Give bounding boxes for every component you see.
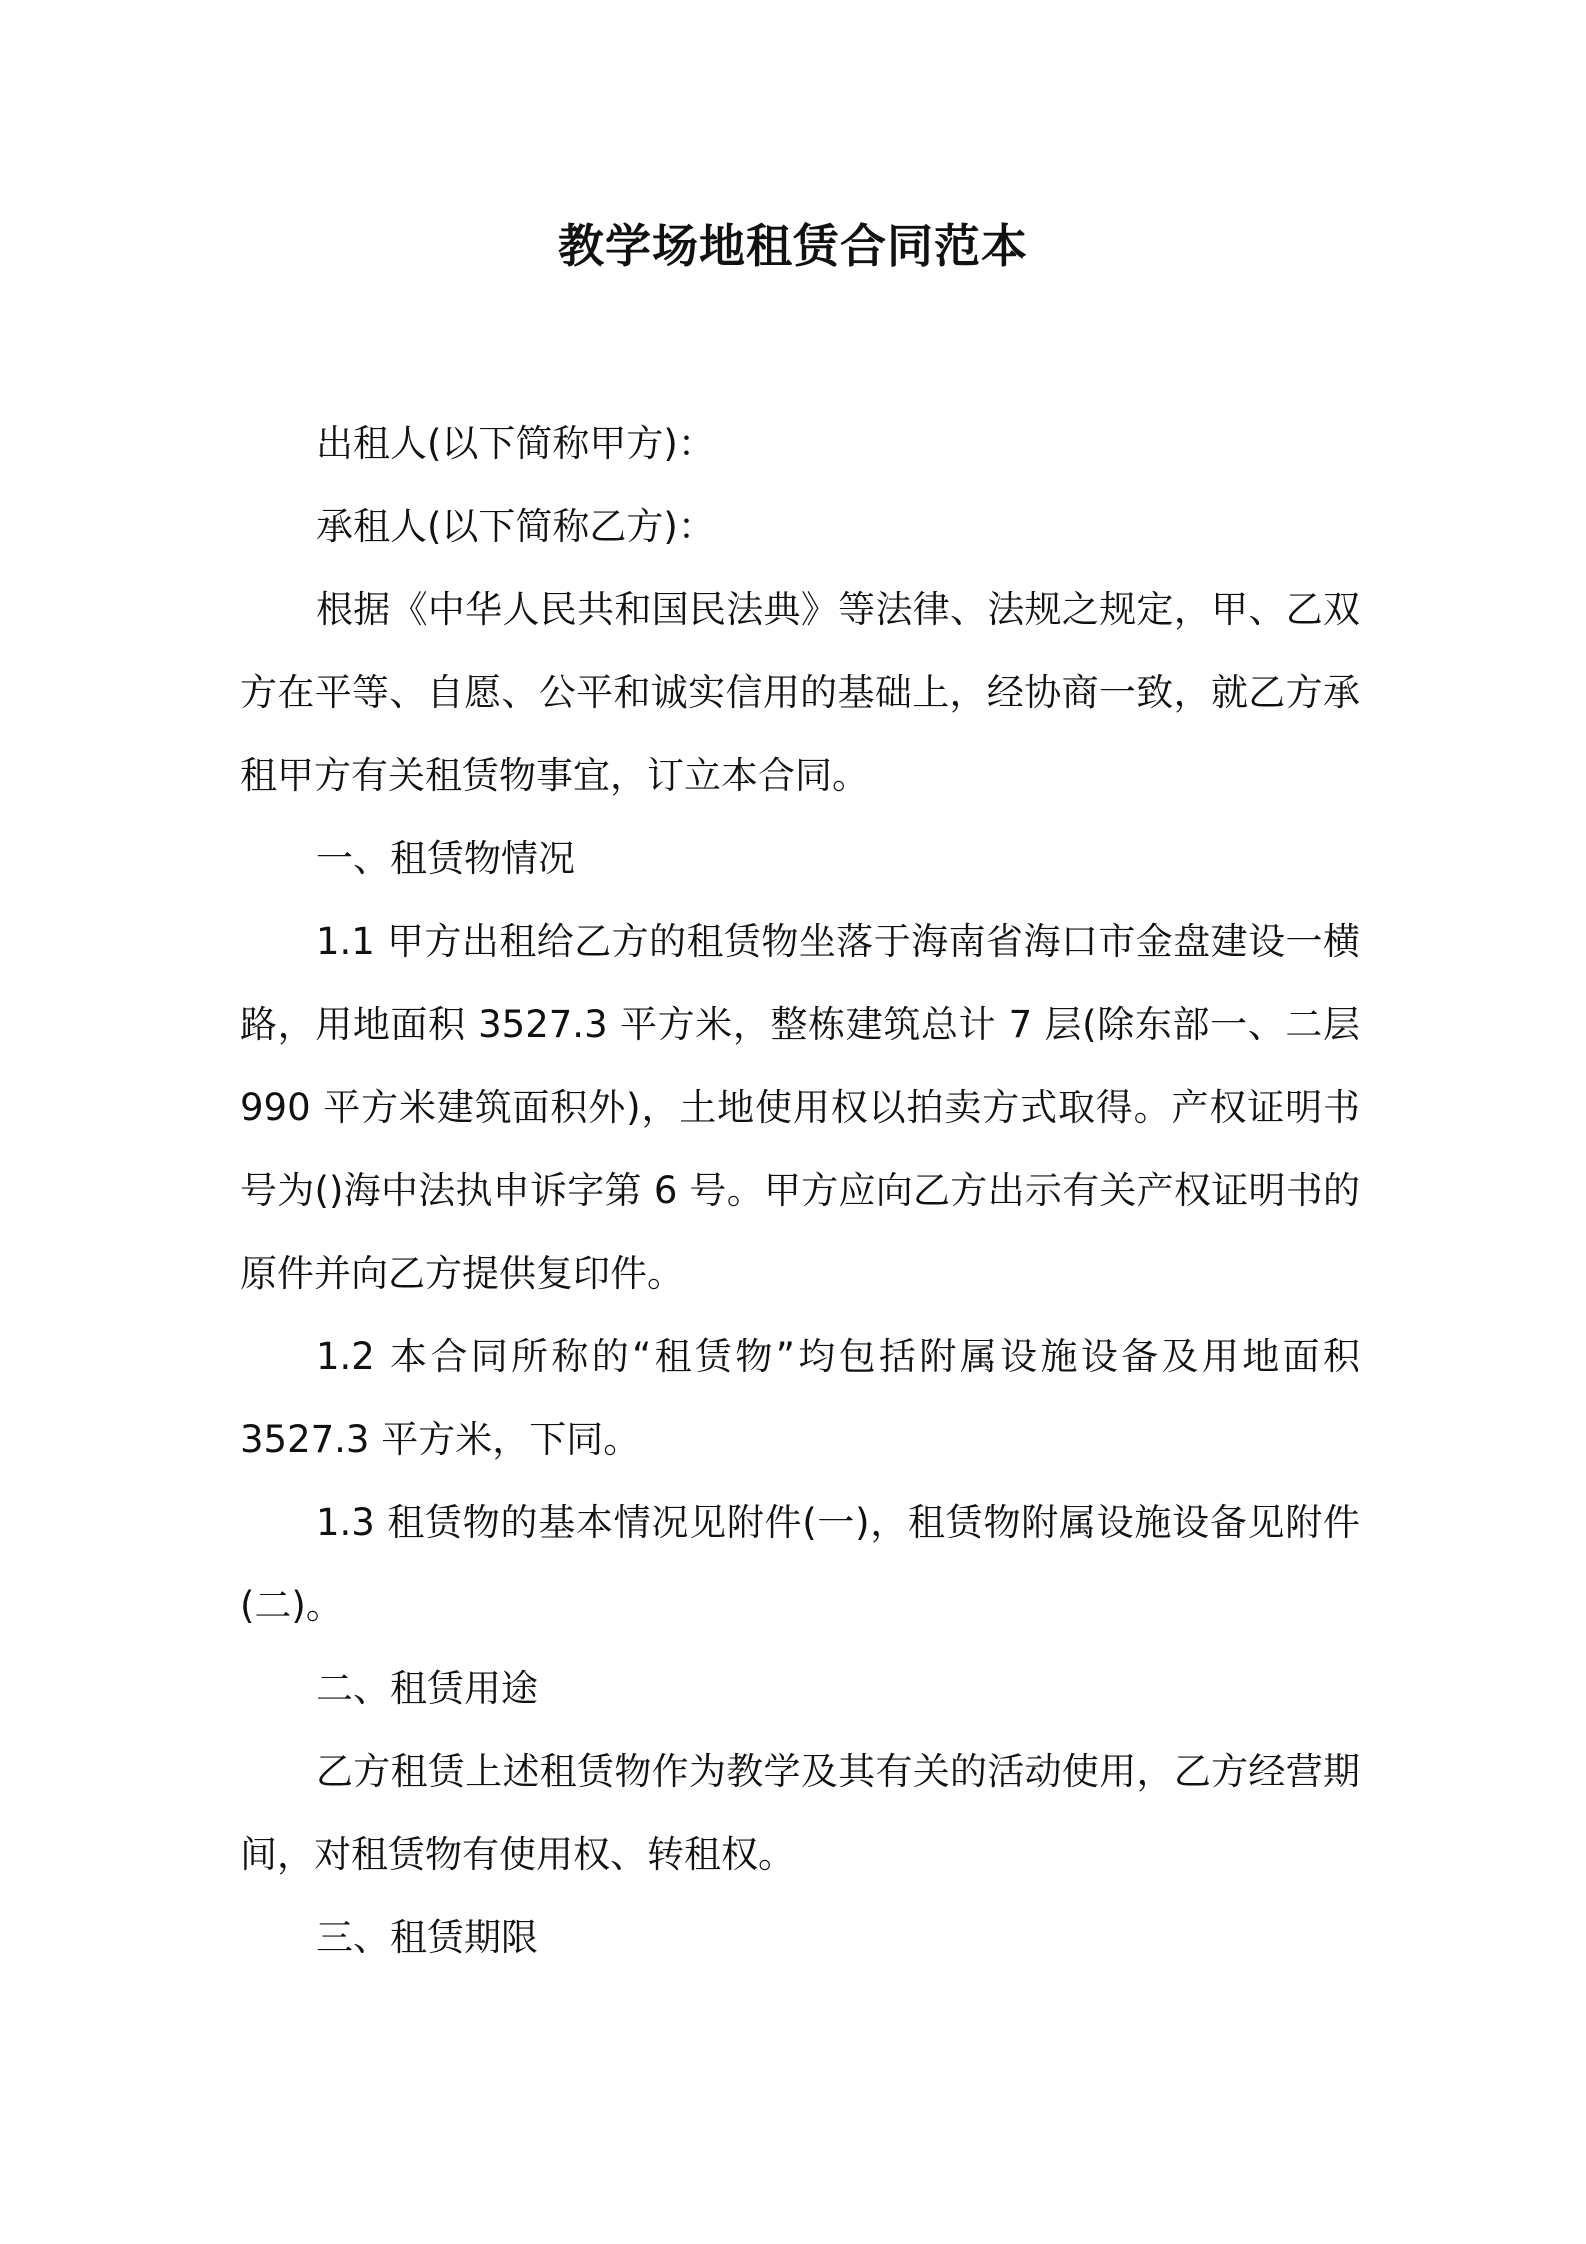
clause-1-2: 1.2 本合同所称的“租赁物”均包括附属设施设备及用地面积 3527.3 平方米，下同。 — [240, 1335, 1360, 1461]
document-title: 教学场地租赁合同范本 — [558, 219, 1028, 273]
clause-1-1: 1.1 甲方出租给乙方的租赁物坐落于海南省海口市金盘建设一横路，用地面积 3527.3 平方米，整栋建筑总计 7 层(除东部一、二层 990 平方米建筑面积外)，土地使用权以拍卖方式取得。产权证明书号为()海中法执申诉字第 6 号。甲方应向乙方出示有关产权证明书的原件并向乙方提供复印件。 — [240, 920, 1360, 1295]
document-body — [240, 402, 1360, 1979]
section-heading-3: 三、租赁期限 — [316, 1916, 538, 1959]
section-heading-1: 一、租赁物情况 — [316, 837, 575, 880]
preamble-paragraph: 根据《中华人民共和国民法典》等法律、法规之规定，甲、乙双方在平等、自愿、公平和诚实信用的基础上，经协商一致，就乙方承租甲方有关租赁物事宜，订立本合同。 — [240, 588, 1360, 797]
section-heading-2: 二、租赁用途 — [316, 1667, 538, 1710]
clause-1-3: 1.3 租赁物的基本情况见附件(一)，租赁物附属设施设备见附件(二)。 — [240, 1501, 1360, 1627]
lessee-line: 承租人(以下简称乙方)： — [316, 505, 715, 548]
lessor-line: 出租人(以下简称甲方)： — [316, 422, 715, 465]
section-2-text: 乙方租赁上述租赁物作为教学及其有关的活动使用，乙方经营期间，对租赁物有使用权、转租权。 — [240, 1750, 1360, 1876]
